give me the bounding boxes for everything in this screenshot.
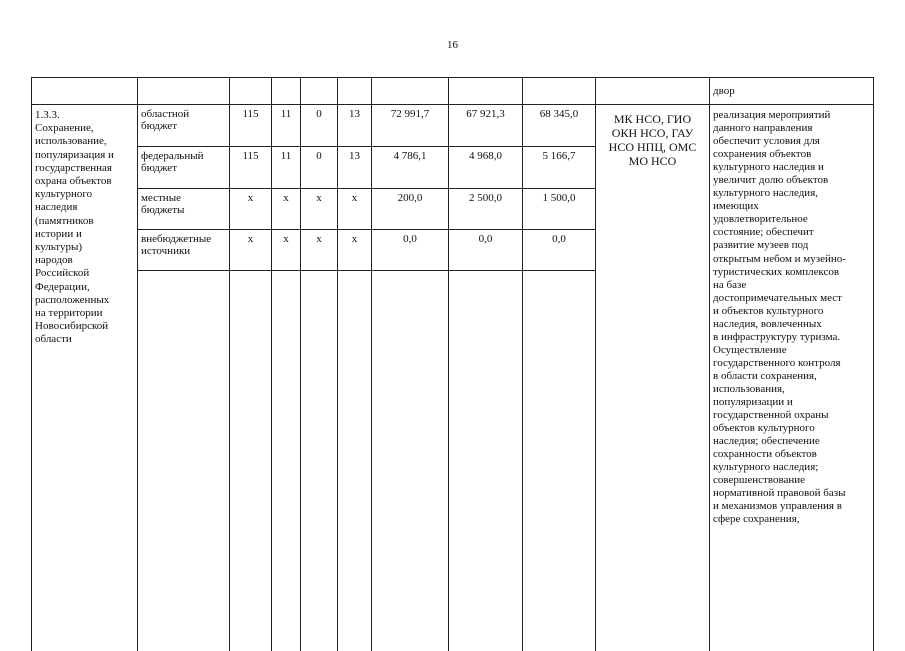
header-cell bbox=[272, 78, 301, 105]
description-line: наследия; обеспечение bbox=[713, 435, 820, 448]
item-name-line: 1.3.3. bbox=[35, 109, 60, 121]
header-cell bbox=[230, 78, 272, 105]
item-name-cell bbox=[32, 105, 138, 651]
item-name-line: области bbox=[35, 333, 72, 346]
description-line: данного направления bbox=[713, 122, 813, 135]
amount-cell: 0,0 bbox=[372, 230, 449, 271]
description-line: нормативной правовой базы bbox=[713, 487, 846, 500]
description-line: совершенствование bbox=[713, 474, 806, 487]
description-line: состояние; обеспечит bbox=[713, 226, 814, 239]
funding-source-cell bbox=[138, 189, 230, 230]
empty-cell bbox=[138, 271, 230, 651]
description-line: в области сохранения, bbox=[713, 369, 817, 382]
empty-cell bbox=[272, 271, 301, 651]
funding-source-line: бюджет bbox=[141, 120, 177, 133]
header-cell bbox=[338, 78, 372, 105]
header-cell bbox=[138, 78, 230, 105]
code-cell: 13 bbox=[338, 147, 372, 189]
item-name-line: истории и bbox=[35, 227, 82, 240]
header-cell bbox=[372, 78, 449, 105]
code-cell: 11 bbox=[272, 105, 301, 147]
code-cell: х bbox=[301, 230, 338, 271]
amount-cell: 1 500,0 bbox=[523, 189, 596, 230]
description-line: государственной охраны bbox=[713, 409, 829, 422]
code-cell: х bbox=[230, 230, 272, 271]
description-line: развитие музеев под bbox=[713, 239, 809, 252]
code-cell: х bbox=[272, 189, 301, 230]
header-cell bbox=[32, 78, 138, 105]
description-line: в инфраструктуру туризма. bbox=[713, 330, 841, 343]
description-line: увеличит долю объектов bbox=[713, 174, 829, 187]
empty-cell bbox=[338, 271, 372, 651]
item-name-line: Новосибирской bbox=[35, 320, 109, 333]
code-cell: 13 bbox=[338, 105, 372, 147]
funding-source-cell bbox=[138, 147, 230, 189]
funding-source-line: федеральный bbox=[141, 150, 204, 162]
description-line: Осуществление bbox=[713, 343, 787, 356]
amount-cell: 4 786,1 bbox=[372, 147, 449, 189]
funding-source-line: местные bbox=[141, 192, 181, 204]
description-cell bbox=[710, 105, 874, 651]
funding-source-cell bbox=[138, 105, 230, 147]
code-cell: х bbox=[338, 189, 372, 230]
code-cell: х bbox=[338, 230, 372, 271]
item-name-line: народов bbox=[35, 254, 73, 267]
executors-line: ОКН НСО, ГАУ bbox=[611, 126, 694, 140]
item-name-line: государственная bbox=[35, 161, 112, 174]
amount-cell: 68 345,0 bbox=[523, 105, 596, 147]
description-line: и механизмов управления в bbox=[713, 500, 842, 513]
description-line: государственного контроля bbox=[713, 356, 841, 369]
code-cell: 0 bbox=[301, 147, 338, 189]
code-cell: х bbox=[301, 189, 338, 230]
funding-source-line: внебюджетные bbox=[141, 233, 212, 245]
funding-source-cell bbox=[138, 230, 230, 271]
description-line: использования, bbox=[713, 382, 785, 395]
code-cell: 115 bbox=[230, 147, 272, 189]
executors-line: МК НСО, ГИО bbox=[613, 112, 692, 126]
header-cell bbox=[596, 78, 710, 105]
funding-source-line: бюджеты bbox=[141, 204, 185, 217]
funding-source-line: бюджет bbox=[141, 162, 177, 175]
item-name-line: Российской bbox=[35, 267, 90, 280]
funding-source-line: областной bbox=[141, 108, 190, 120]
header-cell bbox=[301, 78, 338, 105]
amount-cell: 72 991,7 bbox=[372, 105, 449, 147]
description-line: обеспечит условия для bbox=[713, 135, 820, 148]
item-name-line: на территории bbox=[35, 307, 103, 320]
item-name-line: Сохранение, bbox=[35, 122, 94, 135]
code-cell: 115 bbox=[230, 105, 272, 147]
description-line: наследия, вовлеченных bbox=[713, 317, 822, 330]
description-line: популяризации и bbox=[713, 396, 793, 409]
item-name-line: культурного bbox=[35, 188, 93, 201]
description-line: удовлетворительное bbox=[713, 213, 808, 226]
amount-cell: 2 500,0 bbox=[449, 189, 523, 230]
item-name-line: Федерации, bbox=[35, 280, 90, 293]
empty-cell bbox=[301, 271, 338, 651]
item-name-line: охрана объектов bbox=[35, 175, 112, 188]
item-name-line: популяризация и bbox=[35, 148, 114, 161]
code-cell: 0 bbox=[301, 105, 338, 147]
empty-cell bbox=[230, 271, 272, 651]
description-line: культурного наследия; bbox=[713, 461, 819, 474]
description-line: имеющих bbox=[713, 200, 759, 213]
amount-cell: 67 921,3 bbox=[449, 105, 523, 147]
amount-cell: 0,0 bbox=[523, 230, 596, 271]
code-cell: 11 bbox=[272, 147, 301, 189]
funding-source-line: источники bbox=[141, 245, 191, 258]
code-cell: х bbox=[230, 189, 272, 230]
header-row bbox=[32, 78, 874, 105]
description-line: культурного наследия, bbox=[713, 187, 818, 200]
amount-cell: 0,0 bbox=[449, 230, 523, 271]
description-line: на базе bbox=[713, 278, 747, 291]
description-line: и объектов культурного bbox=[713, 304, 824, 317]
description-line: туристических комплексов bbox=[713, 265, 840, 278]
header-cell-last: двор bbox=[710, 78, 874, 105]
code-cell: х bbox=[272, 230, 301, 271]
empty-cell bbox=[449, 271, 523, 651]
item-name-line: наследия bbox=[35, 201, 78, 214]
executors-line: НСО НПЦ, ОМС bbox=[608, 140, 697, 154]
header-cell bbox=[523, 78, 596, 105]
description-line: сохранения объектов bbox=[713, 148, 812, 161]
description-line: открытым небом и музейно- bbox=[713, 252, 846, 265]
amount-cell: 200,0 bbox=[372, 189, 449, 230]
description-line: объектов культурного bbox=[713, 422, 815, 435]
empty-cell bbox=[523, 271, 596, 651]
amount-cell: 5 166,7 bbox=[523, 147, 596, 189]
page-number: 16 bbox=[447, 39, 458, 51]
executors-line: МО НСО bbox=[628, 154, 677, 168]
item-name-line: использование, bbox=[35, 135, 107, 148]
header-cell bbox=[449, 78, 523, 105]
item-name-line: культуры) bbox=[35, 241, 83, 254]
program-table bbox=[31, 77, 874, 651]
description-line: сохранности объектов bbox=[713, 448, 817, 461]
description-line: реализация мероприятий bbox=[713, 109, 831, 121]
table-row bbox=[32, 105, 874, 147]
description-line: культурного наследия и bbox=[713, 161, 824, 174]
empty-cell bbox=[372, 271, 449, 651]
item-name-line: (памятников bbox=[35, 214, 94, 227]
amount-cell: 4 968,0 bbox=[449, 147, 523, 189]
description-line: сфере сохранения, bbox=[713, 513, 800, 526]
description-line: достопримечательных мест bbox=[713, 291, 842, 304]
executors-cell bbox=[596, 105, 710, 651]
item-name-line: расположенных bbox=[35, 293, 110, 306]
